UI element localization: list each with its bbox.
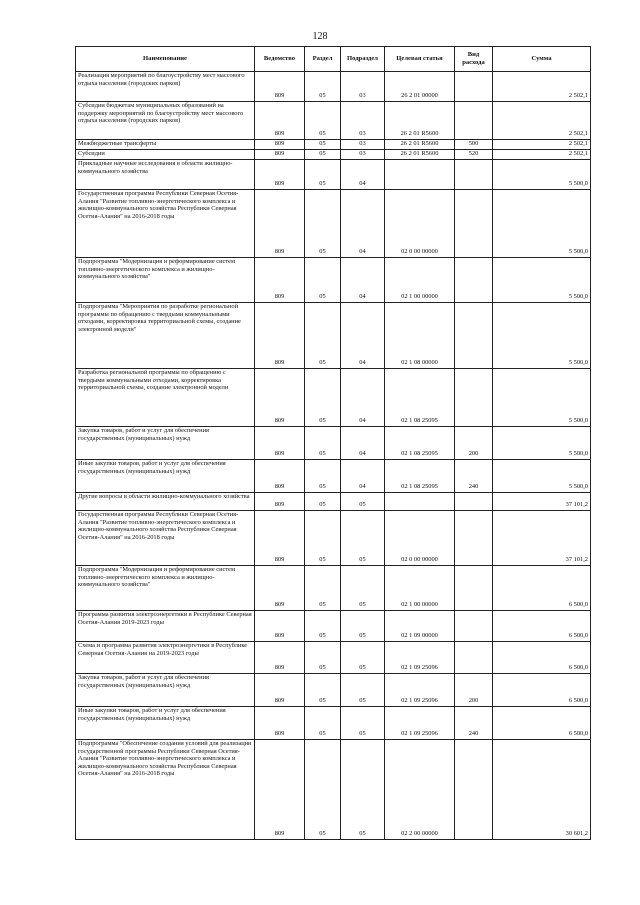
cell-sum: 6 500,0 xyxy=(493,566,591,611)
cell-target: 02 1 08 25095 xyxy=(385,427,455,460)
table-row xyxy=(76,642,591,674)
cell-name: Подпрограмма "Мероприятия по разработке региональной программы по обращению с твердыми коммунальными отходами, корректировка территориальной схемы, создание электронной модели" xyxy=(76,303,255,369)
table-row xyxy=(76,303,591,369)
budget-table xyxy=(75,46,591,840)
table-row xyxy=(76,427,591,460)
cell-subsection: 03 xyxy=(341,150,385,160)
cell-name: Программа развития электроэнергетики в Республике Северная Осетия-Алания 2019-2023 годы xyxy=(76,611,255,642)
cell-sum: 5 500,0 xyxy=(493,369,591,427)
cell-section: 05 xyxy=(305,493,341,511)
cell-section: 05 xyxy=(305,140,341,150)
cell-sum: 37 101,2 xyxy=(493,511,591,566)
cell-exp-type xyxy=(455,72,493,102)
cell-section: 05 xyxy=(305,511,341,566)
table-row xyxy=(76,160,591,190)
header-subsection: Подраздел xyxy=(341,47,385,72)
cell-dept: 809 xyxy=(255,707,305,740)
cell-name: Схема и программа развития электроэнергетики в Республике Северная Осетия-Алания на 2019-2023 годы xyxy=(76,642,255,674)
cell-name: Иные закупки товаров, работ и услуг для обеспечения государственных (муниципальных) нужд xyxy=(76,707,255,740)
cell-name: Другие вопросы в области жилищно-коммунального хозяйства xyxy=(76,493,255,511)
cell-name: Иные закупки товаров, работ и услуг для обеспечения государственных (муниципальных) нужд xyxy=(76,460,255,493)
page-number: 128 xyxy=(312,31,328,42)
cell-exp-type: 200 xyxy=(455,427,493,460)
cell-dept: 809 xyxy=(255,493,305,511)
table-row xyxy=(76,611,591,642)
cell-dept: 809 xyxy=(255,369,305,427)
cell-dept: 809 xyxy=(255,160,305,190)
table-row xyxy=(76,369,591,427)
cell-exp-type: 520 xyxy=(455,150,493,160)
cell-section: 05 xyxy=(305,72,341,102)
cell-exp-type xyxy=(455,611,493,642)
cell-name: Разработка региональной программы по обращению с твердыми коммунальными отходами, корректировка территориальной схемы, создание электронной модели xyxy=(76,369,255,427)
cell-exp-type: 200 xyxy=(455,674,493,707)
cell-subsection: 04 xyxy=(341,460,385,493)
cell-target: 02 0 00 00000 xyxy=(385,190,455,258)
cell-section: 05 xyxy=(305,369,341,427)
cell-subsection: 05 xyxy=(341,642,385,674)
cell-exp-type: 240 xyxy=(455,707,493,740)
cell-section: 05 xyxy=(305,427,341,460)
cell-sum: 6 500,0 xyxy=(493,707,591,740)
cell-sum: 5 500,0 xyxy=(493,258,591,303)
cell-exp-type xyxy=(455,493,493,511)
table-row xyxy=(76,674,591,707)
table-row xyxy=(76,740,591,840)
cell-name: Подпрограмма "Обеспечение создания условий для реализации государственной программы Республики Северная Осетия-Алания "Развитие топливно-энергетического комплекса и жилищно-коммунального хозяйства Республики Северная Осетия-Алания" на 2016-2018 годы xyxy=(76,740,255,840)
cell-name: Субсидии xyxy=(76,150,255,160)
cell-dept: 809 xyxy=(255,740,305,840)
cell-sum: 5 500,0 xyxy=(493,190,591,258)
cell-dept: 809 xyxy=(255,72,305,102)
cell-subsection: 04 xyxy=(341,427,385,460)
cell-name: Субсидии бюджетам муниципальных образований на поддержку мероприятий по благоустройству мест массового отдыха населения (городских парков) xyxy=(76,102,255,140)
cell-subsection: 05 xyxy=(341,740,385,840)
header-target: Целевая статья xyxy=(385,47,455,72)
cell-target: 02 1 09 25096 xyxy=(385,707,455,740)
cell-dept: 809 xyxy=(255,566,305,611)
cell-section: 05 xyxy=(305,258,341,303)
cell-target xyxy=(385,493,455,511)
cell-dept: 809 xyxy=(255,190,305,258)
cell-sum: 30 601,2 xyxy=(493,740,591,840)
cell-name: Реализация мероприятий по благоустройству мест массового отдыха населения (городских парков) xyxy=(76,72,255,102)
cell-sum: 6 500,0 xyxy=(493,674,591,707)
cell-exp-type: 240 xyxy=(455,460,493,493)
cell-target: 02 0 00 00000 xyxy=(385,511,455,566)
cell-dept: 809 xyxy=(255,150,305,160)
cell-target xyxy=(385,160,455,190)
cell-name: Прикладные научные исследования в области жилищно-коммунального хозяйства xyxy=(76,160,255,190)
cell-section: 05 xyxy=(305,674,341,707)
cell-subsection: 05 xyxy=(341,511,385,566)
cell-dept: 809 xyxy=(255,642,305,674)
cell-exp-type xyxy=(455,369,493,427)
cell-subsection: 03 xyxy=(341,102,385,140)
cell-section: 05 xyxy=(305,150,341,160)
header-sum: Сумма xyxy=(493,47,591,72)
cell-exp-type xyxy=(455,102,493,140)
cell-subsection: 04 xyxy=(341,258,385,303)
table-row xyxy=(76,190,591,258)
header-name: Наименование xyxy=(76,47,255,72)
cell-section: 05 xyxy=(305,566,341,611)
cell-sum: 2 502,1 xyxy=(493,72,591,102)
cell-exp-type xyxy=(455,303,493,369)
cell-subsection: 04 xyxy=(341,190,385,258)
cell-subsection: 03 xyxy=(341,140,385,150)
cell-name: Межбюджетные трансферты xyxy=(76,140,255,150)
cell-sum: 5 500,0 xyxy=(493,303,591,369)
cell-target: 02 1 00 00000 xyxy=(385,258,455,303)
cell-sum: 5 500,0 xyxy=(493,460,591,493)
cell-section: 05 xyxy=(305,160,341,190)
cell-section: 05 xyxy=(305,707,341,740)
table-row xyxy=(76,72,591,102)
cell-dept: 809 xyxy=(255,511,305,566)
cell-subsection: 05 xyxy=(341,493,385,511)
table-row xyxy=(76,493,591,511)
cell-name: Подпрограмма "Модернизация и реформирование систем топливно-энергетического комплекса и жилищно-коммунального хозяйства" xyxy=(76,566,255,611)
cell-subsection: 04 xyxy=(341,369,385,427)
cell-sum: 6 500,0 xyxy=(493,642,591,674)
cell-dept: 809 xyxy=(255,674,305,707)
cell-exp-type xyxy=(455,258,493,303)
cell-dept: 809 xyxy=(255,303,305,369)
cell-sum: 5 500,0 xyxy=(493,160,591,190)
cell-section: 05 xyxy=(305,740,341,840)
table-row xyxy=(76,460,591,493)
table-row xyxy=(76,150,591,160)
cell-section: 05 xyxy=(305,190,341,258)
cell-sum: 37 101,2 xyxy=(493,493,591,511)
cell-subsection: 05 xyxy=(341,611,385,642)
cell-name: Закупка товаров, работ и услуг для обеспечения государственных (муниципальных) нужд xyxy=(76,674,255,707)
header-dept: Ведомство xyxy=(255,47,305,72)
cell-subsection: 05 xyxy=(341,566,385,611)
cell-exp-type xyxy=(455,160,493,190)
cell-section: 05 xyxy=(305,460,341,493)
header-exp-type: Вид расхода xyxy=(455,47,493,72)
table-row xyxy=(76,511,591,566)
cell-dept: 809 xyxy=(255,258,305,303)
table-header-row xyxy=(76,47,591,72)
cell-subsection: 03 xyxy=(341,72,385,102)
cell-subsection: 04 xyxy=(341,160,385,190)
cell-section: 05 xyxy=(305,642,341,674)
cell-target: 02 1 09 00000 xyxy=(385,611,455,642)
cell-name: Государственная программа Республики Северная Осетия-Алания "Развитие топливно-энергетического комплекса и жилищно-коммунального хозяйства Республики Северная Осетия-Алания" на 2016-2018 годы xyxy=(76,190,255,258)
table-row xyxy=(76,102,591,140)
cell-target: 02 1 08 25095 xyxy=(385,369,455,427)
cell-dept: 809 xyxy=(255,611,305,642)
header-section: Раздел xyxy=(305,47,341,72)
cell-target: 02 1 08 00000 xyxy=(385,303,455,369)
cell-sum: 2 502,1 xyxy=(493,102,591,140)
cell-subsection: 05 xyxy=(341,674,385,707)
cell-exp-type xyxy=(455,190,493,258)
table-row xyxy=(76,140,591,150)
cell-name: Подпрограмма "Модернизация и реформирование систем топливно-энергетического комплекса и жилищно-коммунального хозяйства" xyxy=(76,258,255,303)
cell-sum: 5 500,0 xyxy=(493,427,591,460)
cell-dept: 809 xyxy=(255,427,305,460)
cell-name: Закупка товаров, работ и услуг для обеспечения государственных (муниципальных) нужд xyxy=(76,427,255,460)
cell-section: 05 xyxy=(305,102,341,140)
cell-target: 26 2 01 R5600 xyxy=(385,140,455,150)
table-row xyxy=(76,707,591,740)
cell-dept: 809 xyxy=(255,460,305,493)
cell-sum: 2 502,1 xyxy=(493,140,591,150)
cell-exp-type: 500 xyxy=(455,140,493,150)
table-row xyxy=(76,566,591,611)
cell-dept: 809 xyxy=(255,140,305,150)
cell-target: 26 2 01 00000 xyxy=(385,72,455,102)
cell-dept: 809 xyxy=(255,102,305,140)
cell-subsection: 05 xyxy=(341,707,385,740)
cell-exp-type xyxy=(455,566,493,611)
cell-target: 02 1 00 00000 xyxy=(385,566,455,611)
cell-sum: 2 502,1 xyxy=(493,150,591,160)
cell-target: 02 1 09 25096 xyxy=(385,674,455,707)
cell-name: Государственная программа Республики Северная Осетия-Алания "Развитие топливно-энергетического комплекса и жилищно-коммунального хозяйства Республики Северная Осетия-Алания" на 2016-2018 годы xyxy=(76,511,255,566)
cell-target: 02 2 00 00000 xyxy=(385,740,455,840)
cell-target: 26 2 01 R5600 xyxy=(385,102,455,140)
cell-target: 26 2 01 R5600 xyxy=(385,150,455,160)
cell-target: 02 1 09 25096 xyxy=(385,642,455,674)
cell-exp-type xyxy=(455,740,493,840)
cell-subsection: 04 xyxy=(341,303,385,369)
cell-target: 02 1 08 25095 xyxy=(385,460,455,493)
cell-section: 05 xyxy=(305,303,341,369)
cell-exp-type xyxy=(455,642,493,674)
cell-sum: 6 500,0 xyxy=(493,611,591,642)
table-row xyxy=(76,258,591,303)
cell-exp-type xyxy=(455,511,493,566)
cell-section: 05 xyxy=(305,611,341,642)
